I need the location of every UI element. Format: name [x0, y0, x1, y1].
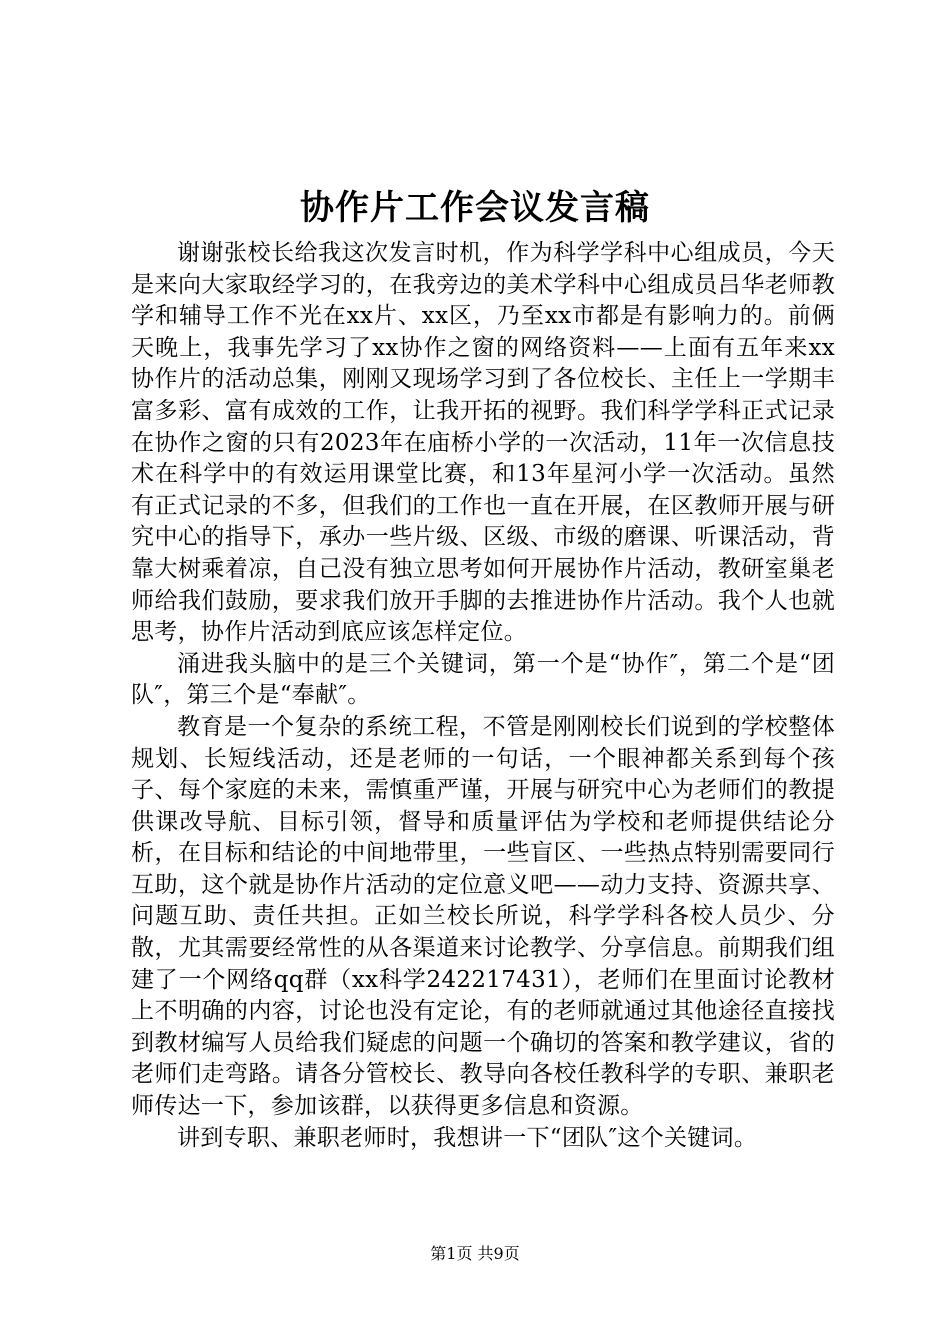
paragraph-4: 讲到专职、兼职老师时，我想讲一下“团队″这个关键词。: [177, 1124, 758, 1151]
paragraph-1: 谢谢张校长给我这次发言时机，作为科学学科中心组成员，今天是来向大家取经学习的，在我旁边的美术学科中心组成员吕华老师教学和辅导工作不光在xx片、xx区，乃至xx市都是有影响力的。前俩天晚上，我事先学习了xx协作之窗的网络资料——上面有五年来xx协作片的活动总集，刚刚又现场学习到了各位校长、主任上一学期丰富多彩、富有成效的工作，让我开拓的视野。我们科学学科正式记录在协作之窗的只有2023年在庙桥小学的一次活动，11年一次信息技术在科学中的有效运用课堂比赛，和13年星河小学一次活动。虽然有正式记录的不多，但我们的工作也一直在开展，在区教师开展与研究中心的指导下，承办一些片级、区级、市级的磨课、听课活动，背靠大树乘着凉，自己没有独立思考如何开展协作片活动，教研室巢老师给我们鼓励，要求我们放开手脚的去推进协作片活动。我个人也就思考，协作片活动到底应该怎样定位。: [131, 240, 835, 646]
document-title: 协作片工作会议发言稿: [300, 188, 650, 228]
paragraph-2: 涌进我头脑中的是三个关键词，第一个是“协作″，第二个是“团队″，第三个是“奉献″。: [131, 650, 835, 709]
page-number-footer: 第1页 共9页: [430, 1244, 520, 1263]
document-body: [131, 238, 835, 1154]
paragraph-3: 教育是一个复杂的系统工程，不管是刚刚校长们说到的学校整体规划、长短线活动，还是老师的一句话，一个眼神都关系到每个孩子、每个家庭的未来，需慎重严谨，开展与研究中心为老师们的教提供课改导航、目标引领，督导和质量评估为学校和老师提供结论分析，在目标和结论的中间地带里，一些盲区、一些热点特别需要同行互助，这个就是协作片活动的定位意义吧——动力支持、资源共享、问题互助、责任共担。正如兰校长所说，科学学科各校人员少、分散，尤其需要经常性的从各渠道来讨论教学、分享信息。前期我们组建了一个网络qq群（xx科学242217431），老师们在里面讨论教材上不明确的内容，讨论也没有定论，有的老师就通过其他途径直接找到教材编写人员给我们疑虑的问题一个确切的答案和教学建议，省的老师们走弯路。请各分管校长、教导向各校任教科学的专职、兼职老师传达一下，参加该群，以获得更多信息和资源。: [131, 713, 835, 1120]
